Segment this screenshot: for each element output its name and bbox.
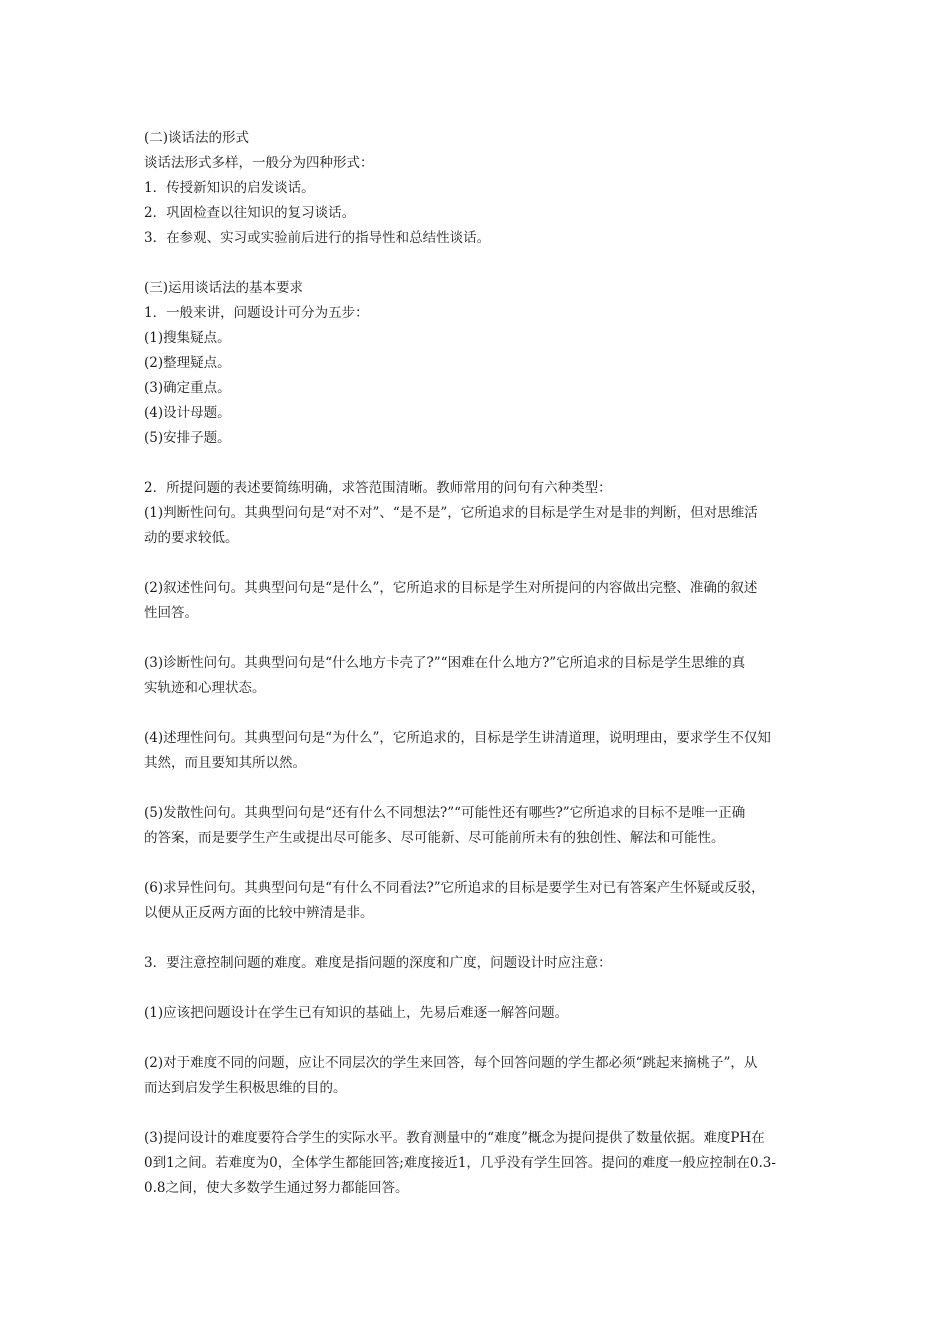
spacer: [144, 251, 816, 276]
step-item: (1)搜集疑点。: [144, 330, 231, 346]
difficulty-point-line: 而达到启发学生积极思维的目的。: [144, 1080, 347, 1096]
spacer: [144, 851, 816, 876]
spacer: [144, 551, 816, 576]
spacer: [144, 776, 816, 801]
section-intro: 谈话法形式多样，一般分为四种形式：: [144, 155, 374, 171]
spacer: [144, 1101, 816, 1126]
document-body: [144, 126, 816, 1201]
question-type-line: 以便从正反两方面的比较中辨清是非。: [144, 905, 374, 921]
question-type-line: (5)发散性问句。其典型问句是“还有什么不同想法?”“可能性还有哪些?”它所追求的目标不是唯一正确: [144, 805, 746, 821]
spacer: [144, 451, 816, 476]
question-type-line: (6)求异性问句。其典型问句是“有什么不同看法?”它所追求的目标是要学生对已有答案产生怀疑或反驳，: [144, 880, 765, 896]
question-type-line: (3)诊断性问句。其典型问句是“什么地方卡壳了?”“困难在什么地方?”它所追求的目标是学生思维的真: [144, 655, 746, 671]
difficulty-point-line: (3)提问设计的难度要符合学生的实际水平。教育测量中的“难度”概念为提问提供了数量依据。难度PH在: [144, 1130, 765, 1146]
spacer: [144, 926, 816, 951]
difficulty-point-line: (1)应该把问题设计在学生已有知识的基础上，先易后难逐一解答问题。: [144, 1005, 569, 1021]
step-item: (2)整理疑点。: [144, 355, 231, 371]
section-title: (三)运用谈话法的基本要求: [144, 280, 304, 296]
list-item: 1．传授新知识的启发谈话。: [144, 180, 315, 196]
spacer: [144, 1026, 816, 1051]
question-type-line: 其然，而且要知其所以然。: [144, 755, 306, 771]
spacer: [144, 626, 816, 651]
question-type-line: 实轨迹和心理状态。: [144, 680, 266, 696]
spacer: [144, 976, 816, 1001]
requirement-heading: 1．一般来讲，问题设计可分为五步：: [144, 305, 369, 321]
question-type-line: 动的要求较低。: [144, 530, 239, 546]
requirement-heading: 3．要注意控制问题的难度。难度是指问题的深度和广度，问题设计时应注意：: [144, 955, 612, 971]
step-item: (4)设计母题。: [144, 405, 231, 421]
requirement-heading: 2．所提问题的表述要简练明确，求答范围清晰。教师常用的问句有六种类型：: [144, 480, 612, 496]
difficulty-point-line: (2)对于难度不同的问题，应让不同层次的学生来回答，每个回答问题的学生都必须“跳起来摘桃子”，从: [144, 1055, 758, 1071]
step-item: (5)安排子题。: [144, 430, 231, 446]
difficulty-point-line: 0.8之间，使大多数学生通过努力都能回答。: [144, 1180, 409, 1196]
question-type-line: (2)叙述性问句。其典型问句是“是什么”，它所追求的目标是学生对所提问的内容做出完整、准确的叙述: [144, 580, 758, 596]
question-type-line: (4)述理性问句。其典型问句是“为什么”，它所追求的，目标是学生讲清道理，说明理由，要求学生不仅知: [144, 730, 771, 746]
list-item: 2．巩固检查以往知识的复习谈话。: [144, 205, 356, 221]
spacer: [144, 701, 816, 726]
difficulty-point-line: 0到1之间。若难度为0，全体学生都能回答;难度接近1，几乎没有学生回答。提问的难度一般应控制在0.3-: [144, 1155, 776, 1171]
question-type-line: 的答案，而是要学生产生或提出尽可能多、尽可能新、尽可能前所未有的独创性、解法和可能性。: [144, 830, 725, 846]
step-item: (3)确定重点。: [144, 380, 231, 396]
question-type-line: 性回答。: [144, 605, 198, 621]
section-title: (二)谈话法的形式: [144, 130, 250, 146]
question-type-line: (1)判断性问句。其典型问句是“对不对”、“是不是”，它所追求的目标是学生对是非的判断，但对思维活: [144, 505, 758, 521]
list-item: 3．在参观、实习或实验前后进行的指导性和总结性谈话。: [144, 230, 491, 246]
